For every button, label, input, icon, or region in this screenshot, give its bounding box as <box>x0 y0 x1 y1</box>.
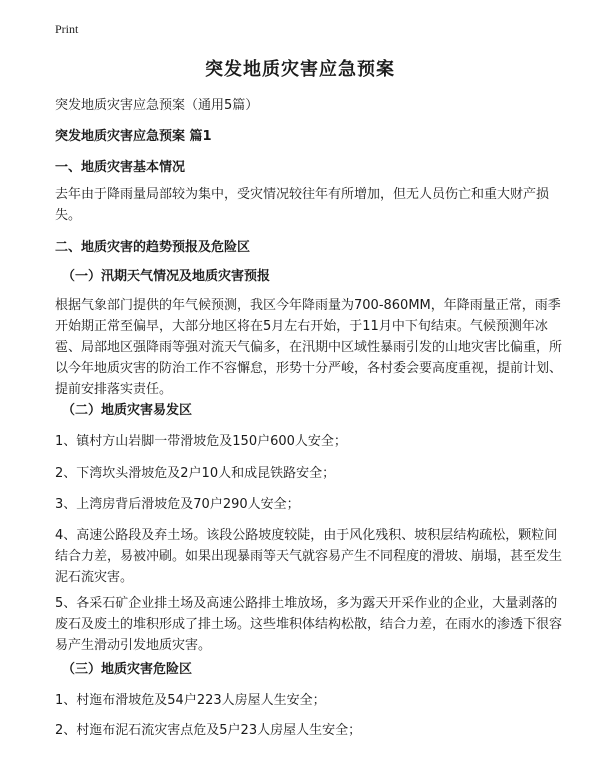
list-item: 4、高速公路段及弃土场。该段公路坡度较陡，由于风化残积、坡积层结构疏松，颗粒间结合力差，易被冲刷。如果出现暴雨等天气就容易产生不同程度的滑坡、崩塌，甚至发生泥石流灾害。 <box>55 528 563 585</box>
list-item: 2、下湾坎头滑坡危及2户10人和成昆铁路安全； <box>55 466 336 481</box>
list-item: 2、村迤布泥石流灾害点危及5户23人房屋人生安全； <box>55 723 362 738</box>
section1-heading: 一、地质灾害基本情况 <box>55 160 186 175</box>
section2-heading: 二、地质灾害的趋势预报及危险区 <box>55 240 251 255</box>
list-item: 3、上湾房背后滑坡危及70户290人安全； <box>55 497 300 512</box>
sub3-heading: （三）地质灾害危险区 <box>62 662 193 677</box>
sub2-heading: （二）地质灾害易发区 <box>62 403 193 418</box>
list-item: 5、各采石矿企业排土场及高速公路排土堆放场，多为露天开采作业的企业，大量剥落的废石及废土的堆积形成了排土场。这些堆积体结构松散，结合力差，在雨水的渗透下很容易产生滑动引发地质灾害。 <box>55 596 563 653</box>
print-label: Print <box>55 22 79 36</box>
section1-text: 去年由于降雨量局部较为集中，受灾情况较往年有所增加，但无人员伤亡和重大财产损失。 <box>55 187 550 223</box>
article-heading: 突发地质灾害应急预案 篇1 <box>55 129 212 144</box>
list-item: 1、镇村方山岩脚一带滑坡危及150户600人安全； <box>55 434 347 449</box>
subtitle: 突发地质灾害应急预案（通用5篇） <box>55 98 259 113</box>
list-item: 1、村迤布滑坡危及54户223人房屋人生安全； <box>55 693 326 708</box>
document-title: 突发地质灾害应急预案 <box>205 59 395 80</box>
sub1-text: 根据气象部门提供的年气候预测，我区今年降雨量为700-860MM，年降雨量正常，雨季开始期正常至偏早，大部分地区将在5月左右开始，于11月中下旬结束。气候预测年冰雹、局部地区强降雨等强对流天气偏多，在汛期中区域性暴雨引发的山地灾害比偏重，所以今年地质灾害的防治工作不容懈怠，形势十分严峻，各村委会要高度重视，提前计划、提前安排落实责任。 <box>55 298 563 397</box>
sub1-heading: （一）汛期天气情况及地质灾害预报 <box>62 269 271 284</box>
